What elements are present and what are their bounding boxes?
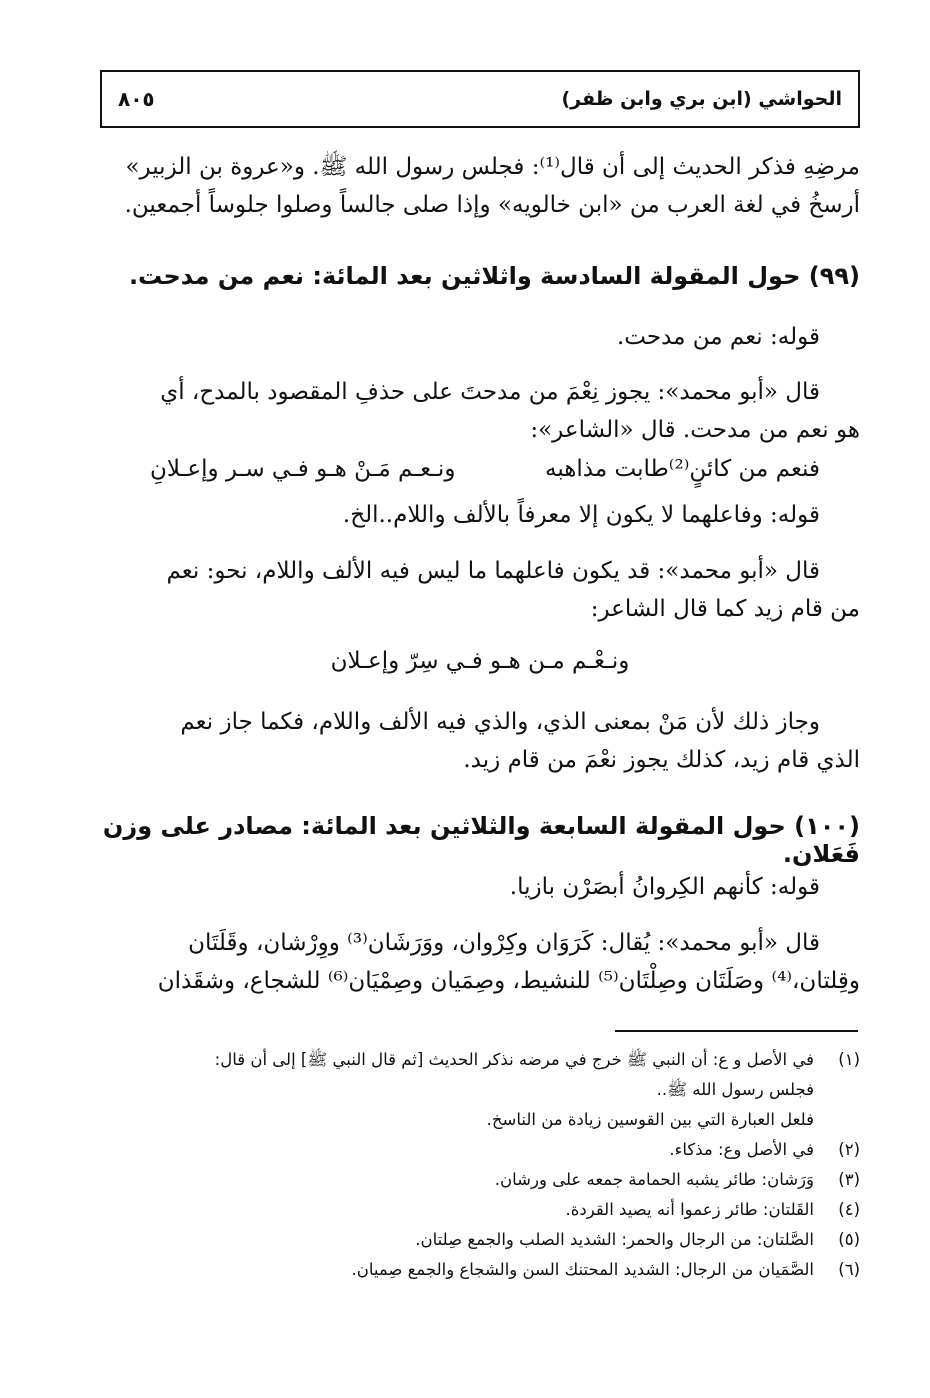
para-line: الذي قام زيد، كذلك يجوز نعْمَ من قام زيد.: [463, 747, 860, 773]
verse-hemistich-right: فنعم من كائنٍ⁽²⁾طابت مذاهبه: [545, 456, 820, 482]
section-99-quote-2: [100, 496, 860, 534]
section-100-heading: (١٠٠) حول المقولة السابعة والثلاثين بعد المائة: مصادر على وزن فَعَلان.: [102, 812, 860, 868]
footnote-number: (٦): [838, 1260, 860, 1279]
footnote-number: [814, 1075, 860, 1105]
running-title: الحواشي (ابن بري وابن ظفر): [561, 88, 842, 110]
section-99-quote: [100, 318, 860, 356]
footnote-text: فلعل العبارة التي بين القوسين زيادة من الناسخ.: [486, 1110, 814, 1129]
footnote: [100, 1225, 860, 1255]
footnote: [100, 1075, 860, 1105]
footnote-text: الصَّلتان: من الرجال والحمر: الشديد الصلب والجمع صِلتان.: [415, 1230, 814, 1249]
para-line: وقِلتان،⁽⁴⁾ وصَلَتَان وصِلْتَان⁽⁵⁾ للنشيط، وصِمَيان وصِمْيَان⁽⁶⁾ للشجاع، وشقَذان: [157, 968, 860, 994]
footnote-text: وَرَشان: طائر يشبه الحمامة جمعه على ورشان.: [494, 1170, 814, 1189]
para-line: هو نعم من مدحت. قال «الشاعر»:: [530, 417, 860, 443]
verse-hemistich-left: ونـعـم مَـنْ هـو فـي سـر وإعـلانِ: [150, 456, 456, 482]
quote-line: قوله: وفاعلهما لا يكون إلا معرفاً بالألف واللام..الخ.: [342, 502, 820, 528]
para-line: وجاز ذلك لأن مَنْ بمعنى الذي، والذي فيه الألف واللام، فكما جاز نعم: [180, 709, 820, 735]
section-100-para: [100, 924, 860, 1000]
footnote: [100, 1135, 860, 1165]
quote-line: قوله: كأنهم الكِروانُ أبصَرْن بازيا.: [509, 874, 820, 900]
footnote-number: (٢): [838, 1140, 860, 1159]
footnote: [100, 1255, 860, 1285]
footnote-text: في الأصل وع: مذكاء.: [669, 1140, 814, 1159]
section-99-para-3: [100, 703, 860, 779]
footnote: [100, 1165, 860, 1195]
intro-paragraph: [100, 148, 860, 224]
verse-1: [100, 456, 860, 482]
footnote-number: [814, 1105, 860, 1135]
footnote: [100, 1045, 860, 1075]
footnote-separator: [615, 1030, 858, 1032]
section-99-para-1: [100, 373, 860, 449]
intro-line-2: أرسخُ في لغة العرب من «ابن خالويه» وإذا صلى جالساً وصلوا جلوساً أجمعين.: [124, 192, 860, 218]
footnote: [100, 1105, 860, 1135]
footnote-number: (٣): [838, 1170, 860, 1189]
section-99-para-2: [100, 552, 860, 628]
verse-2: ونـعْـم مـن هـو فـي سِرّ وإعـلان: [330, 648, 630, 674]
footnote-text: الصَّمَيان من الرجال: الشديد المحتنك السن والشجاع والجمع صِميان.: [351, 1260, 814, 1279]
para-line: قال «أبو محمد»: يُقال: كَرَوَان وكِرْوان، ووَرَشَان⁽³⁾ ووِرْشان، وقَلَتَان: [188, 930, 820, 956]
para-line: من قام زيد كما قال الشاعر:: [590, 596, 860, 622]
footnote-number: (١): [838, 1050, 860, 1069]
section-100-quote: [100, 868, 860, 906]
para-line: قال «أبو محمد»: قد يكون فاعلهما ما ليس فيه الألف واللام، نحو: نعم: [166, 558, 820, 584]
footnote-text: القَلتان: طائر زعموا أنه يصيد القردة.: [565, 1200, 814, 1219]
footnotes: [100, 1045, 860, 1285]
footnote-text: في الأصل و ع: أن النبي ﷺ خرج في مرضه نذكر الحديث [ثم قال النبي ﷺ] إلى أن قال:: [214, 1050, 814, 1069]
page-header: [100, 70, 860, 128]
footnote-number: (٥): [838, 1230, 860, 1249]
quote-line: قوله: نعم من مدحت.: [616, 324, 820, 350]
para-line: قال «أبو محمد»: يجوز نِعْمَ من مدحتَ على حذفِ المقصود بالمدح، أي: [160, 379, 820, 405]
footnote: [100, 1195, 860, 1225]
page-number: ٨٠٥: [118, 87, 155, 111]
footnote-text: فجلس رسول الله ﷺ..: [656, 1080, 814, 1099]
footnote-number: (٤): [838, 1200, 860, 1219]
intro-line-1: مرضِهِ فذكر الحديث إلى أن قال⁽¹⁾: فجلس رسول الله ﷺ. و«عروة بن الزبير»: [125, 154, 860, 180]
section-99-heading: (٩٩) حول المقولة السادسة واثلاثين بعد المائة: نعم من مدحت.: [128, 262, 860, 290]
